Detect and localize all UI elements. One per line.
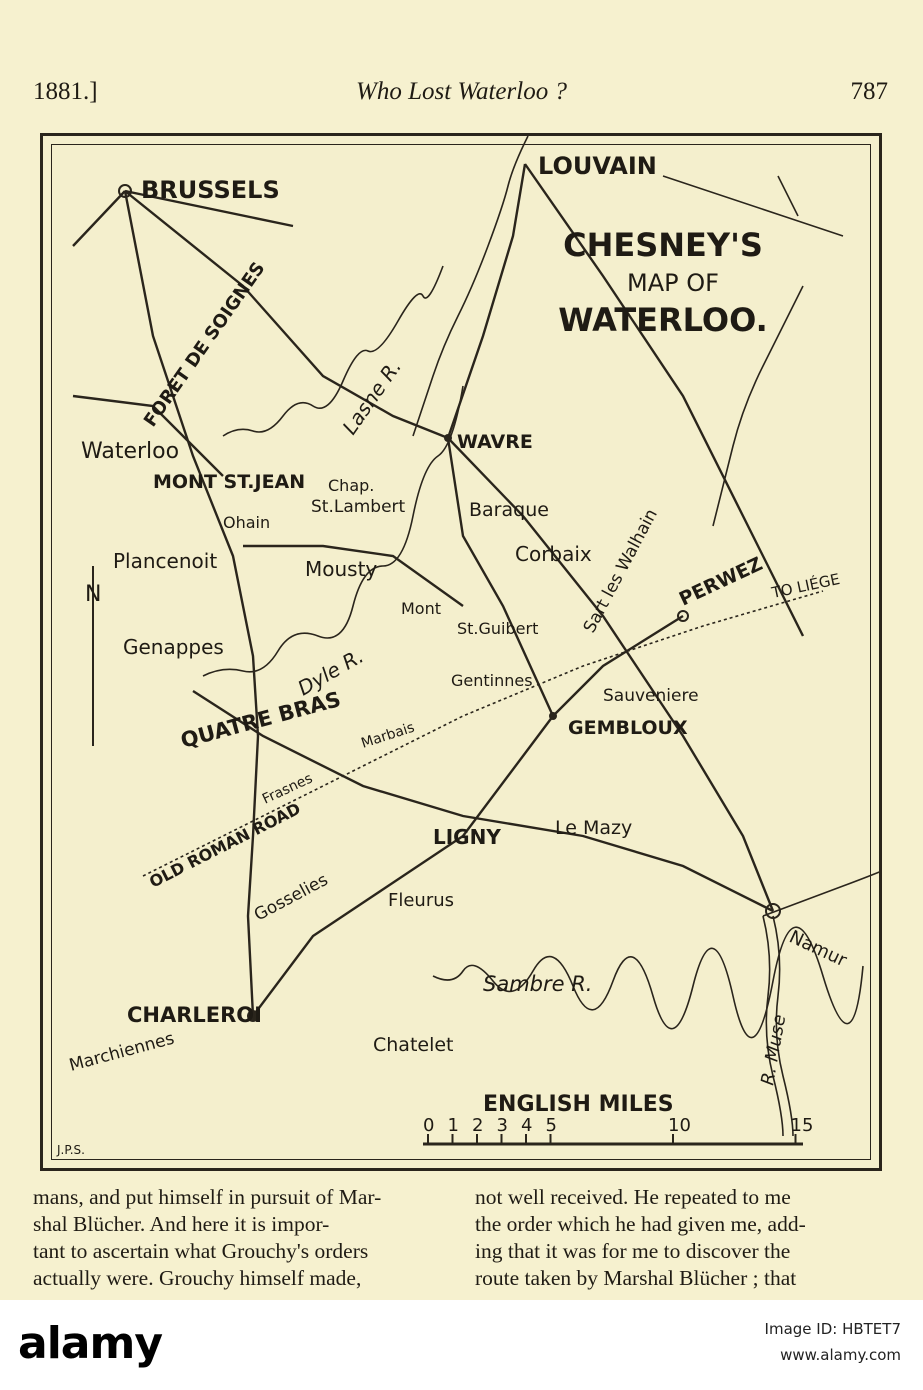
gembloux-marker [549, 712, 557, 720]
label-ohain: Ohain [223, 513, 271, 532]
label-fleurus: Fleurus [388, 890, 455, 911]
site-url: www.alamy.com [780, 1346, 901, 1364]
wavre-marker [444, 434, 452, 442]
label-lasne-river: Lasne R. [337, 355, 407, 439]
map-initials: J.P.S. [57, 1143, 85, 1157]
body-left-line-1: mans, and put himself in pursuit of Mar- [33, 1185, 382, 1209]
label-chatelet: Chatelet [373, 1034, 454, 1056]
label-brussels: BRUSSELS [141, 176, 280, 204]
header-year: 1881.] [33, 78, 98, 105]
body-right-line-2: the order which he had given me, add- [475, 1212, 806, 1236]
banner-info [765, 1316, 901, 1368]
scale-tick-label: 15 [790, 1115, 814, 1136]
label-gentinnes: Gentinnes [451, 671, 533, 690]
scale-tick-label: 3 [496, 1115, 508, 1136]
map-title-line2: MAP OF [627, 269, 719, 297]
body-column-right [475, 1184, 885, 1292]
label-sambre-river: Sambre R. [483, 972, 593, 996]
label-gembloux: GEMBLOUX [568, 717, 688, 739]
map-title-line3: WATERLOO. [558, 301, 768, 339]
map-frame [40, 133, 882, 1171]
scale-title: ENGLISH MILES [483, 1092, 674, 1117]
label-quatre-bras: QUATRE BRAS [178, 687, 344, 753]
body-left-line-3: tant to ascertain what Grouchy's orders [33, 1239, 369, 1263]
label-st-lambert: St.Lambert [311, 497, 406, 517]
body-column-left [33, 1184, 458, 1292]
body-left-line-4: actually were. Grouchy himself made, [33, 1266, 362, 1290]
label-chap: Chap. [328, 476, 375, 495]
image-id: Image ID: HBTET7 [764, 1320, 901, 1338]
river-lasne [223, 266, 443, 436]
label-meuse-river: R. Muse [757, 1012, 791, 1087]
alamy-logo: alamy [18, 1318, 162, 1369]
label-forest: FORET DE SOIGNES [139, 258, 270, 431]
body-right-line-4: route taken by Marshal Blücher ; that [475, 1266, 797, 1290]
scale-tick-label: 10 [668, 1115, 691, 1136]
scale-tick-label: 4 [521, 1115, 533, 1136]
label-le-mazy: Le Mazy [555, 817, 633, 839]
body-right-line-1: not well received. He repeated to me [475, 1185, 791, 1209]
label-charleroi: CHARLEROI [127, 1003, 262, 1027]
map-drawing [43, 136, 879, 1168]
map-title-line1: CHESNEY'S [563, 226, 763, 264]
label-frasnes: Frasnes [259, 770, 316, 808]
label-perwez: PERWEZ [675, 552, 767, 611]
label-plancenoit: Plancenoit [113, 549, 218, 573]
label-marchiennes: Marchiennes [67, 1028, 177, 1076]
scale-tick-label: 5 [545, 1115, 557, 1136]
north-arrow-label: N [85, 582, 102, 607]
road-louvain-wavre [448, 164, 525, 438]
label-waterloo: Waterloo [81, 439, 180, 464]
label-sauveniere: Sauveniere [603, 686, 699, 706]
scale-tick-label: 1 [447, 1115, 459, 1136]
label-louvain: LOUVAIN [538, 152, 657, 180]
label-baraque: Baraque [469, 499, 549, 521]
river-dyle-upper [413, 136, 528, 436]
page-number: 787 [850, 78, 888, 105]
label-old-roman-road: OLD ROMAN ROAD [146, 798, 304, 892]
label-namur: Namur [785, 926, 850, 972]
label-mont: Mont [401, 599, 442, 618]
label-wavre: WAVRE [457, 431, 533, 453]
label-sart-les-walhain: Sart les Walhain [579, 505, 662, 637]
scale-tick-label: 2 [472, 1115, 484, 1136]
scale-ticks [423, 1115, 813, 1144]
scale-tick-label: 0 [423, 1115, 435, 1136]
stock-banner [0, 1300, 923, 1390]
label-gosselies: Gosselies [250, 869, 332, 926]
road-charleroi-gembloux [250, 716, 553, 1016]
label-mousty: Mousty [305, 557, 378, 581]
label-ligny: LIGNY [433, 825, 501, 849]
label-genappes: Genappes [123, 635, 224, 659]
label-mont-st-jean: MONT ST.JEAN [153, 471, 306, 493]
body-right-line-3: ing that it was for me to discover the [475, 1239, 791, 1263]
label-marbais: Marbais [359, 719, 417, 752]
label-corbaix: Corbaix [515, 542, 592, 566]
label-to-liege: TO LIÉGE [770, 569, 842, 602]
label-st-guibert: St.Guibert [457, 619, 539, 638]
body-left-line-2: shal Blücher. And here it is impor- [33, 1212, 330, 1236]
label-dyle-river: Dyle R. [293, 643, 368, 701]
header-title: Who Lost Waterloo ? [356, 78, 567, 105]
